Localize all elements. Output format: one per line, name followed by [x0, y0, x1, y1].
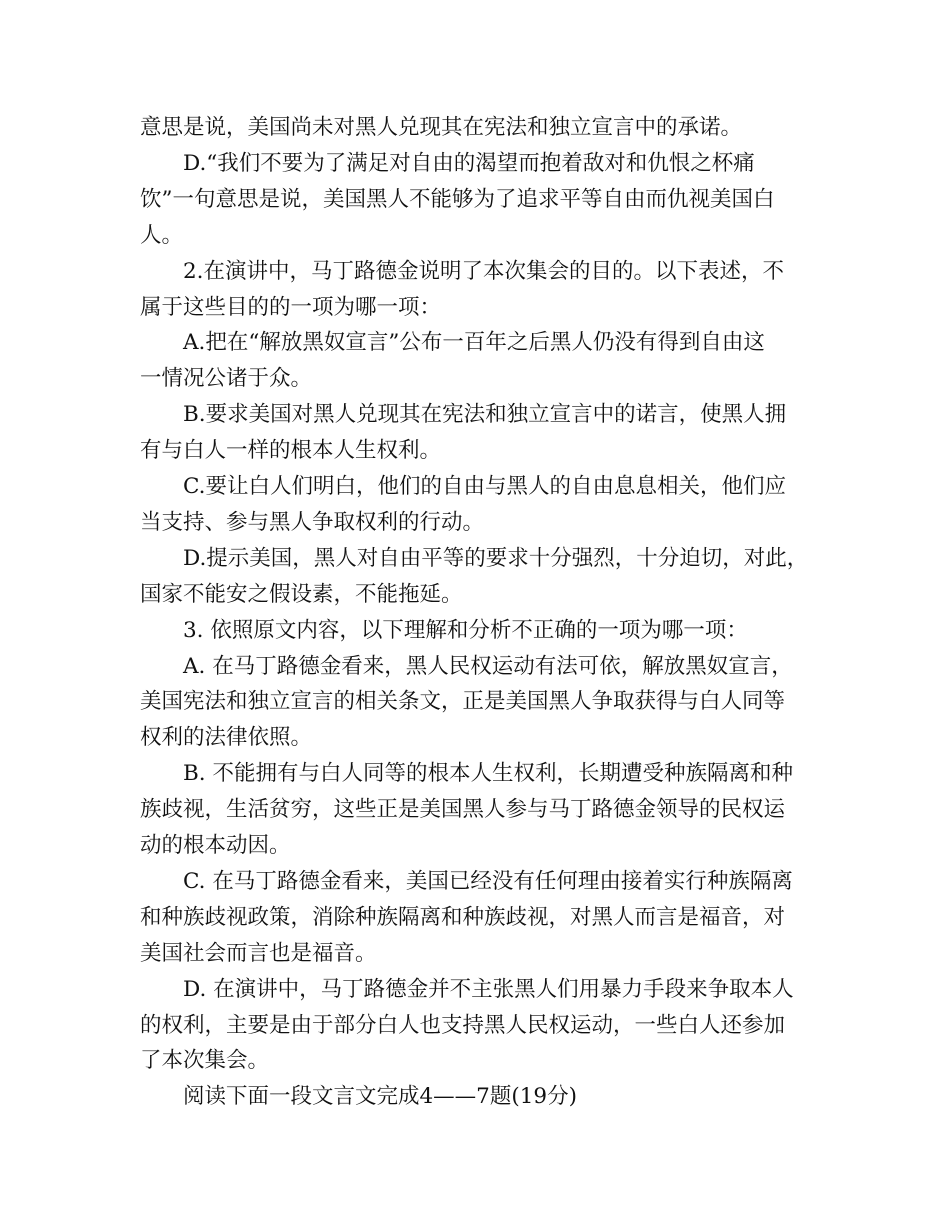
text-line: D. 在演讲中，马丁路德金并不主张黑人们用暴力手段来争取本人 — [183, 976, 794, 1002]
text-line: 2.在演讲中，马丁路德金说明了本次集会的目的。以下表述，不 — [183, 258, 785, 284]
text-line: 属于这些目的的一项为哪一项： — [140, 294, 442, 320]
text-line: B.要求美国对黑人兑现其在宪法和独立宣言中的诺言，使黑人拥 — [183, 402, 787, 428]
text-line: 族歧视，生活贫穷，这些正是美国黑人参与马丁路德金领导的民权运 — [140, 797, 786, 823]
text-line: A. 在马丁路德金看来，黑人民权运动有法可依，解放黑奴宣言， — [183, 653, 793, 679]
text-line: 有与白人一样的根本人生权利。 — [140, 438, 442, 464]
text-line: 权利的法律依照。 — [140, 725, 313, 751]
text-line: C.要让白人们明白，他们的自由与黑人的自由息息相关，他们应 — [183, 474, 787, 499]
text-line: D.提示美国，黑人对自由平等的要求十分强烈，十分迫切，对此， — [183, 545, 809, 571]
text-line: 美国社会而言也是福音。 — [140, 940, 377, 966]
text-line: B. 不能拥有与白人同等的根本人生权利，长期遭受种族隔离和种 — [183, 761, 793, 787]
text-line: 3. 依照原文内容，以下理解和分析不正确的一项为哪一项： — [183, 617, 748, 643]
text-line: 和种族歧视政策，消除种族隔离和种族歧视，对黑人而言是福音，对 — [140, 904, 786, 930]
text-line: 人。 — [140, 222, 184, 248]
text-line: 阅读下面一段文言文完成4——7题(19分) — [183, 1084, 577, 1110]
text-line: 美国宪法和独立宣言的相关条文，正是美国黑人争取获得与白人同等 — [140, 689, 786, 715]
text-line: 的权利，主要是由于部分白人也支持黑人民权运动，一些白人还参加 — [140, 1012, 786, 1038]
text-line: 了本次集会。 — [140, 1048, 270, 1074]
text-line: 当支持、参与黑人争取权利的行动。 — [140, 509, 485, 535]
text-line: 意思是说，美国尚未对黑人兑现其在宪法和独立宣言中的承诺。 — [140, 115, 743, 140]
text-line: 动的根本动因。 — [140, 833, 291, 858]
text-line: C. 在马丁路德金看来，美国已经没有任何理由接着实行种族隔离 — [183, 868, 793, 894]
text-line: A.把在“解放黑奴宣言”公布一百年之后黑人仍没有得到自由这 — [183, 330, 765, 356]
text-line: 一情况公诸于众。 — [140, 366, 313, 392]
text-line: 国家不能安之假设素，不能拖延。 — [140, 581, 463, 607]
text-line: D.“我们不要为了满足对自由的渴望而抱着敌对和仇恨之杯痛 — [183, 150, 755, 176]
text-line: 饮”一句意思是说，美国黑人不能够为了追求平等自由而仇视美国白 — [140, 186, 775, 212]
